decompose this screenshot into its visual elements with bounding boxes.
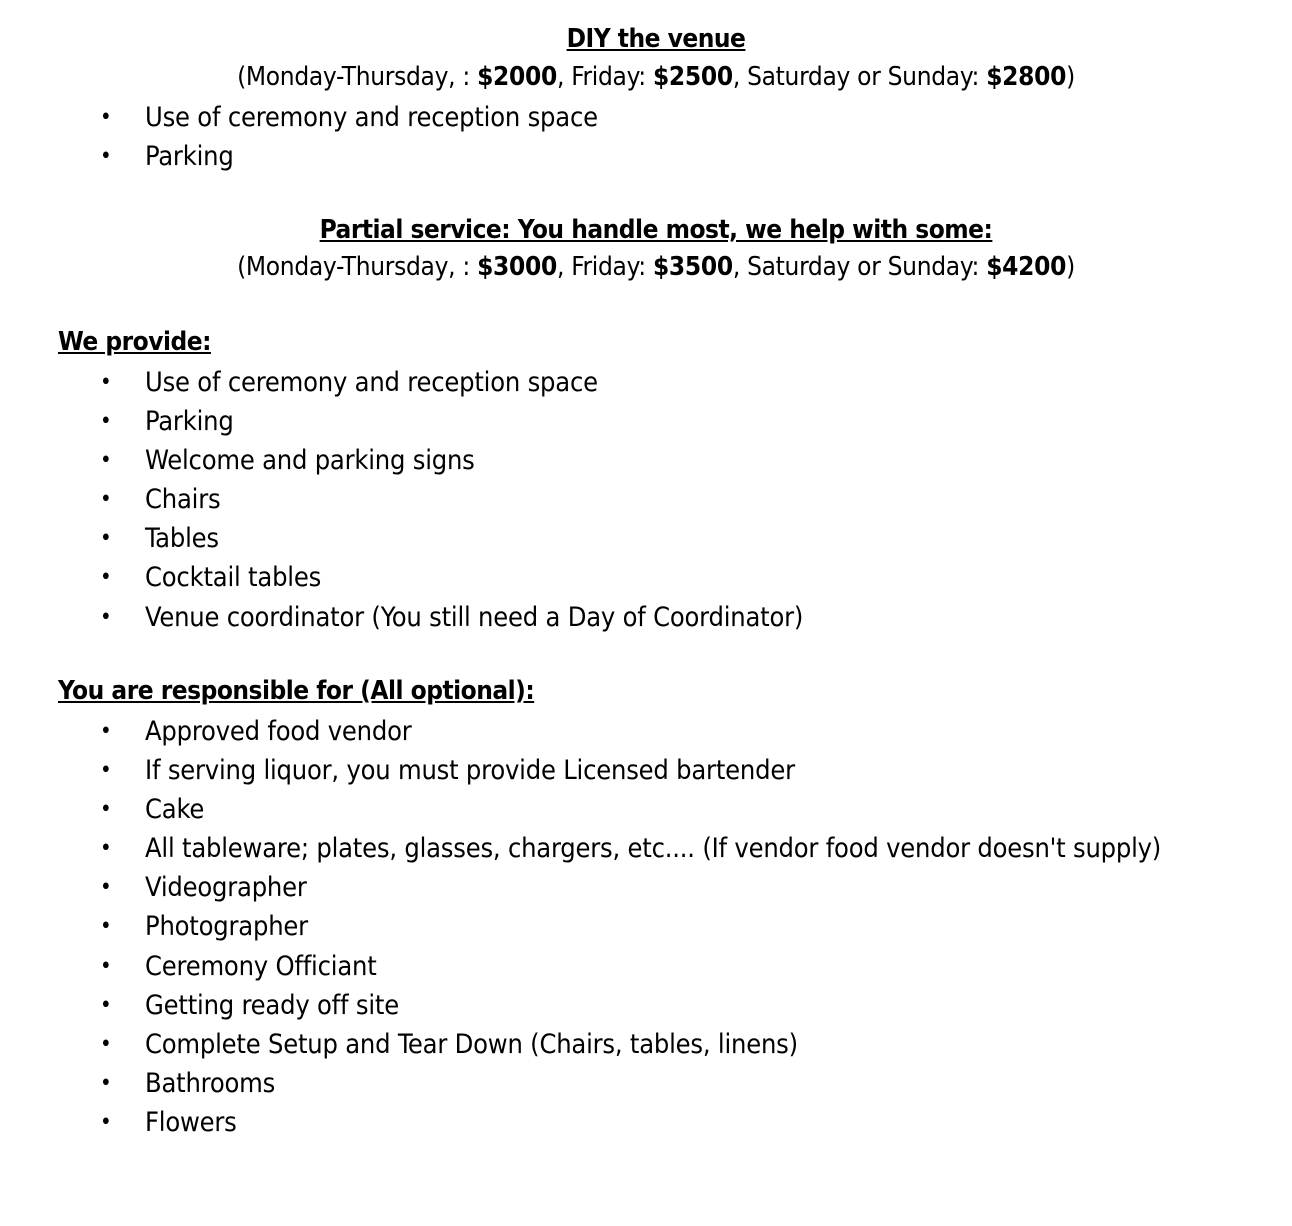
list-item-text: Complete Setup and Tear Down (Chairs, tables, linens) <box>145 1028 798 1060</box>
bullet-icon: • <box>100 370 112 395</box>
bullet-icon: • <box>100 565 112 591</box>
list-item-text: Use of ceremony and reception space <box>145 102 598 133</box>
list-item <box>0 598 803 637</box>
bullet-icon: • <box>100 914 112 940</box>
list-item <box>0 751 1161 790</box>
bullet-icon: • <box>100 1031 112 1057</box>
bullet-icon: • <box>100 409 112 435</box>
responsible-heading: You are responsible for (All optional): <box>58 676 535 706</box>
bullet-icon: • <box>100 144 112 170</box>
price-sep: , Friday: <box>556 62 653 92</box>
list-item-text: Getting ready off site <box>145 989 399 1021</box>
partial-heading: Partial service: You handle most, we help with some: <box>319 215 993 245</box>
list-item-text: Parking <box>145 406 234 438</box>
partial-price-line <box>0 252 1292 282</box>
bullet-icon: • <box>100 448 112 474</box>
bullet-icon: • <box>100 875 112 901</box>
list-item <box>0 519 803 558</box>
price-friday: $3500 <box>652 252 733 282</box>
list-item-text: Chairs <box>145 484 221 516</box>
list-item <box>0 868 1161 907</box>
list-item <box>0 1025 1161 1064</box>
bullet-icon: • <box>100 797 112 823</box>
list-item <box>0 402 803 441</box>
price-friday: $2500 <box>652 62 733 92</box>
list-item <box>0 947 1161 986</box>
price-sep: , Friday: <box>556 252 653 282</box>
price-weekday: $3000 <box>477 252 557 282</box>
price-weekend: $4200 <box>986 252 1067 282</box>
list-item-text: Cocktail tables <box>145 562 322 594</box>
price-sep: , Saturday or Sunday: <box>732 252 987 282</box>
price-weekend: $2800 <box>986 62 1067 92</box>
list-item-text: Venue coordinator (You still need a Day of Coordinator) <box>145 601 804 633</box>
list-item <box>0 558 803 597</box>
bullet-icon: • <box>100 758 112 784</box>
list-item <box>0 98 598 137</box>
list-item <box>0 1103 1161 1142</box>
diy-price-line <box>0 62 1292 92</box>
list-item <box>0 907 1161 946</box>
bullet-icon: • <box>100 953 112 979</box>
bullet-icon: • <box>100 1070 112 1096</box>
list-item <box>0 829 1161 868</box>
price-sep: , Saturday or Sunday: <box>732 62 987 92</box>
list-item-text: If serving liquor, you must provide Licensed bartender <box>145 755 795 787</box>
bullet-icon: • <box>100 836 112 862</box>
bullet-icon: • <box>100 487 112 513</box>
list-item <box>0 790 1161 829</box>
list-item <box>0 712 1161 751</box>
list-item <box>0 480 803 519</box>
list-item-text: Ceremony Officiant <box>145 950 377 982</box>
list-item-text: Flowers <box>145 1106 237 1138</box>
diy-heading: DIY the venue <box>566 24 746 54</box>
list-item-text: Photographer <box>145 911 308 943</box>
price-prefix: (Monday-Thursday, : <box>237 252 478 282</box>
list-item <box>0 363 803 402</box>
bullet-icon: • <box>100 1109 112 1135</box>
price-weekday: $2000 <box>477 62 557 92</box>
list-item-text: Cake <box>145 794 205 826</box>
list-item-text: Approved food vendor <box>145 716 412 747</box>
bullet-icon: • <box>100 526 112 552</box>
bullet-icon: • <box>100 719 112 744</box>
list-item-text: Bathrooms <box>145 1067 276 1099</box>
we-provide-heading: We provide: <box>58 327 211 357</box>
list-item-text: Welcome and parking signs <box>145 445 475 477</box>
list-item-text: All tableware; plates, glasses, chargers, etc.... (If vendor food vendor doesn't supply) <box>145 833 1162 865</box>
diy-list <box>0 98 598 176</box>
responsible-list <box>0 712 1161 1142</box>
list-item-text: Use of ceremony and reception space <box>145 367 598 398</box>
bullet-icon: • <box>100 105 112 130</box>
price-suffix: ) <box>1066 62 1075 92</box>
bullet-icon: • <box>100 604 112 630</box>
price-prefix: (Monday-Thursday, : <box>237 62 478 92</box>
we-provide-list <box>0 363 803 637</box>
list-item <box>0 1064 1161 1103</box>
price-suffix: ) <box>1066 252 1075 282</box>
list-item <box>0 986 1161 1025</box>
list-item-text: Videographer <box>145 872 307 904</box>
list-item <box>0 137 598 176</box>
list-item-text: Parking <box>145 141 234 173</box>
list-item <box>0 441 803 480</box>
list-item-text: Tables <box>145 523 219 555</box>
bullet-icon: • <box>100 992 112 1018</box>
